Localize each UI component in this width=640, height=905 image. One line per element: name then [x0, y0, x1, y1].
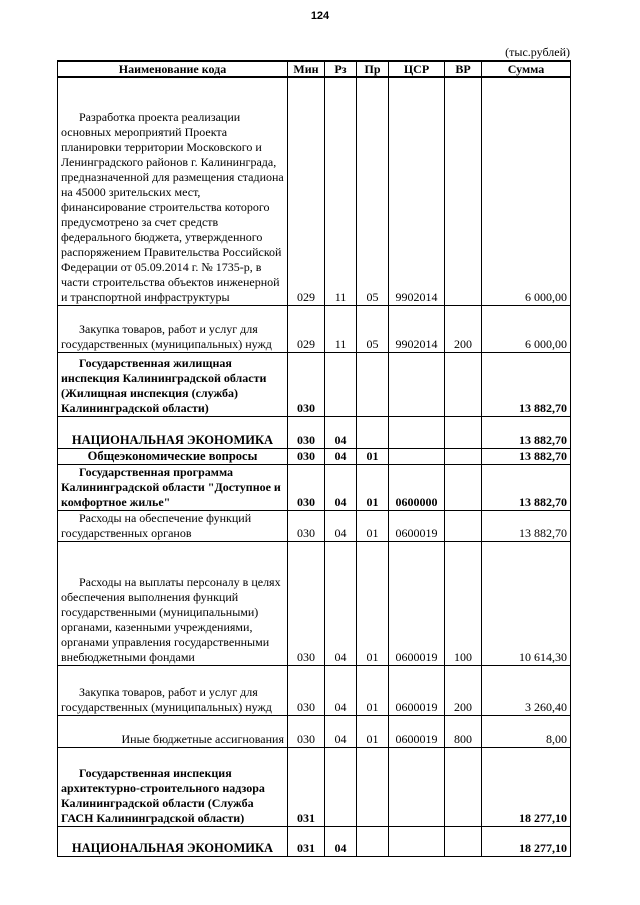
row-sum: 18 277,10	[482, 826, 571, 856]
row-pr: 05	[357, 77, 389, 305]
row-rz: 04	[325, 448, 357, 464]
table-row	[58, 826, 571, 856]
row-sum: 3 260,40	[482, 665, 571, 715]
row-pr: 05	[357, 305, 389, 352]
row-min: 031	[288, 747, 325, 826]
header-name: Наименование кода	[58, 61, 288, 77]
row-min: 030	[288, 510, 325, 541]
row-name: Закупка товаров, работ и услуг для государственных (муниципальных) нужд	[58, 305, 288, 352]
table-row	[58, 416, 571, 448]
row-pr: 01	[357, 715, 389, 747]
row-vr	[445, 826, 482, 856]
row-rz: 04	[325, 464, 357, 510]
row-min: 030	[288, 448, 325, 464]
row-vr	[445, 352, 482, 416]
row-min: 030	[288, 715, 325, 747]
row-name: Расходы на выплаты персоналу в целях обеспечения выполнения функций государственными (муниципальными) органами, казенными учреждениями, органами управления государственными внебюджетными фондами	[58, 541, 288, 665]
row-vr	[445, 747, 482, 826]
table-row	[58, 77, 571, 305]
row-rz	[325, 747, 357, 826]
row-csr: 0600019	[389, 715, 445, 747]
row-csr: 9902014	[389, 77, 445, 305]
header-sum: Сумма	[482, 61, 571, 77]
row-csr: 0600019	[389, 510, 445, 541]
row-name: НАЦИОНАЛЬНАЯ ЭКОНОМИКА	[58, 416, 288, 448]
row-sum: 13 882,70	[482, 448, 571, 464]
row-min: 029	[288, 305, 325, 352]
row-name: Иные бюджетные ассигнования	[58, 715, 288, 747]
row-sum: 6 000,00	[482, 305, 571, 352]
row-min: 030	[288, 665, 325, 715]
row-csr	[389, 416, 445, 448]
table-row	[58, 448, 571, 464]
row-sum: 10 614,30	[482, 541, 571, 665]
row-rz: 04	[325, 541, 357, 665]
row-rz: 11	[325, 305, 357, 352]
row-csr	[389, 352, 445, 416]
row-csr: 9902014	[389, 305, 445, 352]
row-vr: 200	[445, 305, 482, 352]
table-row	[58, 541, 571, 665]
row-sum: 8,00	[482, 715, 571, 747]
row-pr: 01	[357, 665, 389, 715]
row-sum: 13 882,70	[482, 510, 571, 541]
row-csr	[389, 747, 445, 826]
row-rz: 04	[325, 665, 357, 715]
table-row	[58, 665, 571, 715]
table-row	[58, 715, 571, 747]
row-csr: 0600019	[389, 541, 445, 665]
row-sum: 13 882,70	[482, 352, 571, 416]
row-rz: 04	[325, 715, 357, 747]
row-name: Закупка товаров, работ и услуг для государственных (муниципальных) нужд	[58, 665, 288, 715]
row-csr	[389, 826, 445, 856]
row-vr	[445, 464, 482, 510]
row-sum: 18 277,10	[482, 747, 571, 826]
row-csr	[389, 448, 445, 464]
row-pr	[357, 352, 389, 416]
row-pr: 01	[357, 448, 389, 464]
table-row	[58, 305, 571, 352]
header-min: Мин	[288, 61, 325, 77]
row-sum: 6 000,00	[482, 77, 571, 305]
row-name: Расходы на обеспечение функций государственных органов	[58, 510, 288, 541]
row-pr	[357, 416, 389, 448]
row-name: Разработка проекта реализации основных мероприятий Проекта планировки территории Московского и Ленинградского районов г. Калининграда, предназначенной для размещения стадиона на 45000 зрительских мест, финансирование строительства которого предусмотрено за счет средств федерального бюджета, утвержденного распоряжением Правительства Российской Федерации от 05.09.2014 г. № 1735-р, в части строительства объектов инженерной и транспортной инфраструктуры	[58, 77, 288, 305]
row-rz	[325, 352, 357, 416]
row-pr: 01	[357, 510, 389, 541]
row-csr: 0600019	[389, 665, 445, 715]
row-rz: 04	[325, 826, 357, 856]
row-min: 030	[288, 541, 325, 665]
row-min: 030	[288, 464, 325, 510]
row-pr: 01	[357, 541, 389, 665]
row-min: 030	[288, 416, 325, 448]
row-min: 029	[288, 77, 325, 305]
row-pr: 01	[357, 464, 389, 510]
row-name: Государственная жилищная инспекция Калининградской области (Жилищная инспекция (служба) Калининградской области)	[58, 352, 288, 416]
row-vr: 200	[445, 665, 482, 715]
row-name: Государственная инспекция архитектурно-строительного надзора Калининградской области (Служба ГАСН Калининградской области)	[58, 747, 288, 826]
table-row	[58, 352, 571, 416]
header-csr: ЦСР	[389, 61, 445, 77]
row-pr	[357, 747, 389, 826]
row-min: 031	[288, 826, 325, 856]
row-pr	[357, 826, 389, 856]
row-vr	[445, 510, 482, 541]
table-row	[58, 464, 571, 510]
row-sum: 13 882,70	[482, 464, 571, 510]
row-vr	[445, 77, 482, 305]
row-rz: 11	[325, 77, 357, 305]
row-sum: 13 882,70	[482, 416, 571, 448]
row-rz: 04	[325, 510, 357, 541]
page-number: 124	[310, 10, 330, 22]
budget-table	[57, 60, 571, 857]
row-name: Общеэкономические вопросы	[58, 448, 288, 464]
row-name: НАЦИОНАЛЬНАЯ ЭКОНОМИКА	[58, 826, 288, 856]
header-rz: Рз	[325, 61, 357, 77]
row-csr: 0600000	[389, 464, 445, 510]
row-vr	[445, 448, 482, 464]
row-vr: 800	[445, 715, 482, 747]
header-vr: ВР	[445, 61, 482, 77]
row-vr: 100	[445, 541, 482, 665]
row-vr	[445, 416, 482, 448]
table-row	[58, 747, 571, 826]
units-label: (тыс.рублей)	[505, 45, 570, 59]
row-name: Государственная программа Калининградской области "Доступное и комфортное жилье"	[58, 464, 288, 510]
row-rz: 04	[325, 416, 357, 448]
table-header-row	[58, 61, 571, 77]
header-pr: Пр	[357, 61, 389, 77]
row-min: 030	[288, 352, 325, 416]
table-row	[58, 510, 571, 541]
